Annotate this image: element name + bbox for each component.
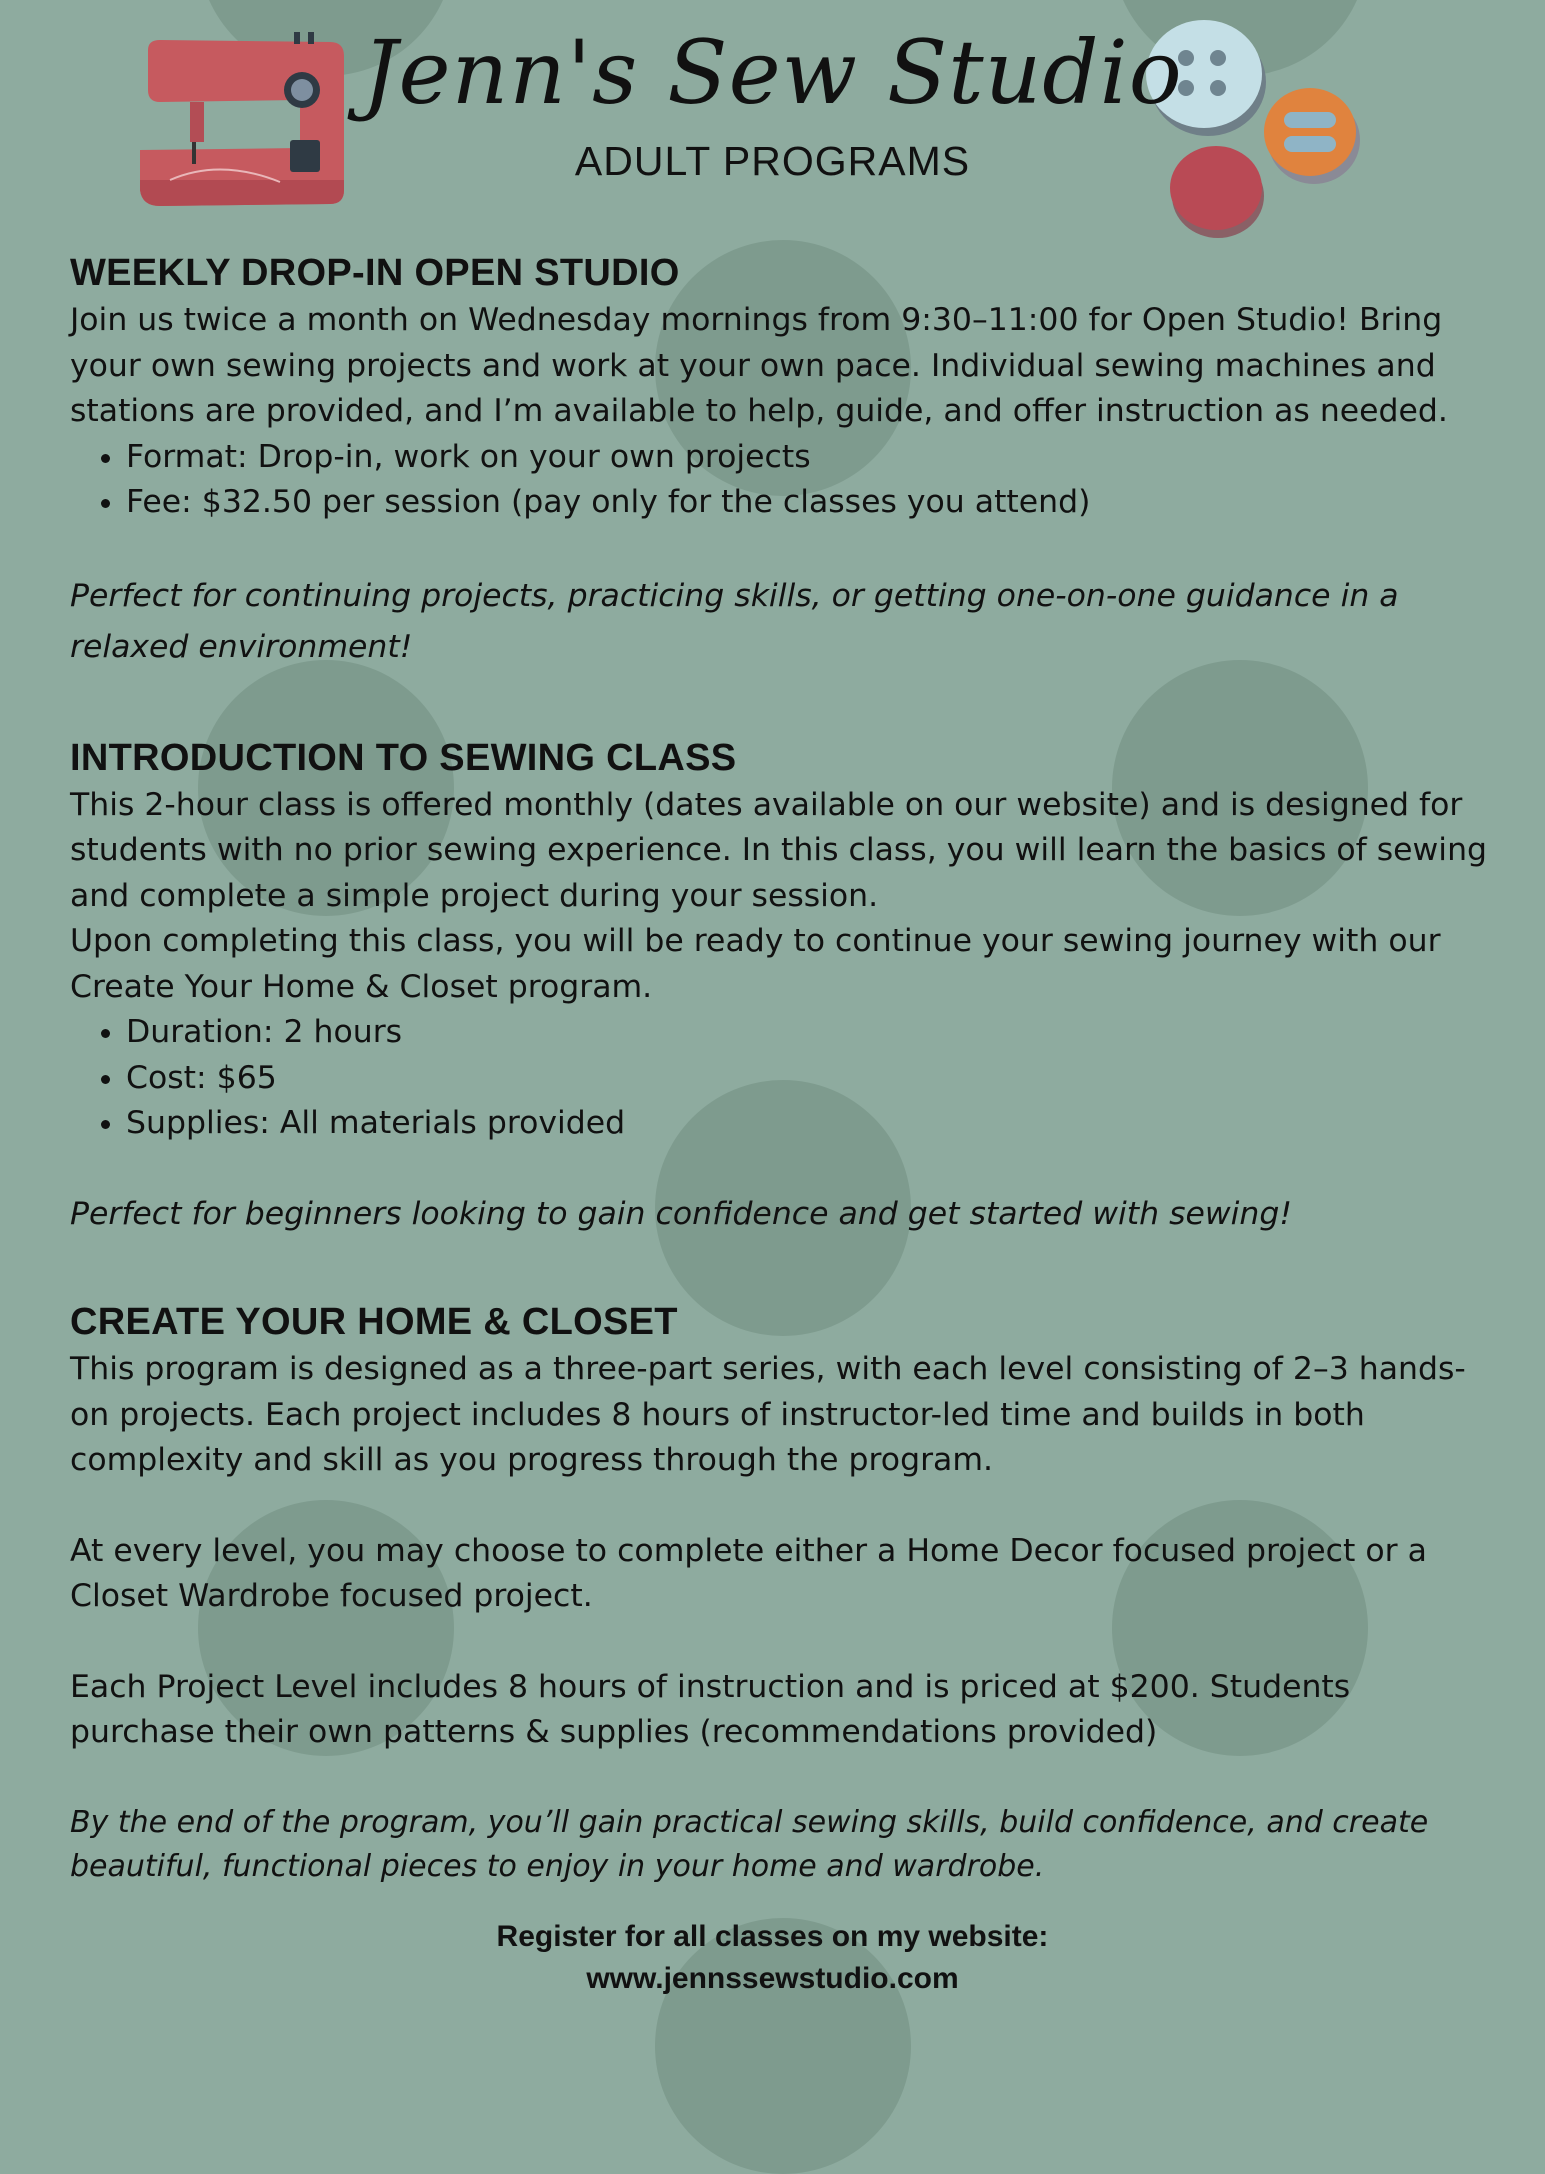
- section-body: Each Project Level includes 8 hours of instruction and is priced at $200. Students purchase their own patterns & supplies (recommendations provided): [70, 1668, 1351, 1750]
- section-tagline: By the end of the program, you’ll gain practical sewing skills, build confidence, and create beautiful, functional pieces to enjoy in your home and wardrobe.: [70, 1804, 1429, 1884]
- intro-class-section: [70, 733, 1490, 1238]
- section-heading: CREATE YOUR HOME & CLOSET: [70, 1301, 678, 1343]
- register-footer: [0, 1916, 1545, 2000]
- details-list: [70, 1010, 1490, 1147]
- list-item: • Supplies: All materials provided: [126, 1101, 1490, 1147]
- page-subtitle: ADULT PROGRAMS: [574, 138, 971, 184]
- programs-content: [70, 248, 1490, 1889]
- list-item: • Fee: $32.50 per session (pay only for the classes you attend): [126, 480, 1490, 526]
- section-heading: WEEKLY DROP-IN OPEN STUDIO: [70, 252, 680, 294]
- list-item: • Format: Drop-in, work on your own projects: [126, 435, 1490, 481]
- section-tagline: Perfect for beginners looking to gain confidence and get started with sewing!: [70, 1195, 1292, 1232]
- list-item: • Duration: 2 hours: [126, 1010, 1490, 1056]
- section-body: At every level, you may choose to complete either a Home Decor focused project or a Closet Wardrobe focused project.: [70, 1532, 1427, 1614]
- studio-title: Jenn's Sew Studio: [362, 21, 1183, 124]
- home-closet-section: [70, 1297, 1490, 1889]
- section-heading: INTRODUCTION TO SEWING CLASS: [70, 736, 737, 779]
- section-body: This program is designed as a three-part series, with each level consisting of 2–3 hands-on projects. Each project includes 8 hours of instructor-led time and builds in both complexity and skill as you progress through the program.: [70, 1351, 1466, 1478]
- section-body: This 2-hour class is offered monthly (dates available on our website) and is designed for students with no prior sewing experience. In this class, you will learn the basics of sewing and complete a simple project during your session.: [70, 786, 1488, 914]
- open-studio-section: [70, 248, 1490, 673]
- section-body: Join us twice a month on Wednesday mornings from 9:30–11:00 for Open Studio! Bring your own sewing projects and work at your own pace. Individual sewing machines and stations are provided, and I’m available to help, guide, and offer instruction as needed.: [70, 302, 1448, 429]
- section-body: Upon completing this class, you will be ready to continue your sewing journey with our Create Your Home & Closet program.: [70, 923, 1441, 1005]
- details-list: [70, 435, 1490, 526]
- list-item: • Cost: $65: [126, 1056, 1490, 1102]
- section-tagline: Perfect for continuing projects, practicing skills, or getting one-on-one guidance in a relaxed environment!: [70, 577, 1399, 665]
- website-link[interactable]: www.jennssewstudio.com: [586, 1962, 959, 1995]
- register-text: Register for all classes on my website:: [496, 1920, 1049, 1953]
